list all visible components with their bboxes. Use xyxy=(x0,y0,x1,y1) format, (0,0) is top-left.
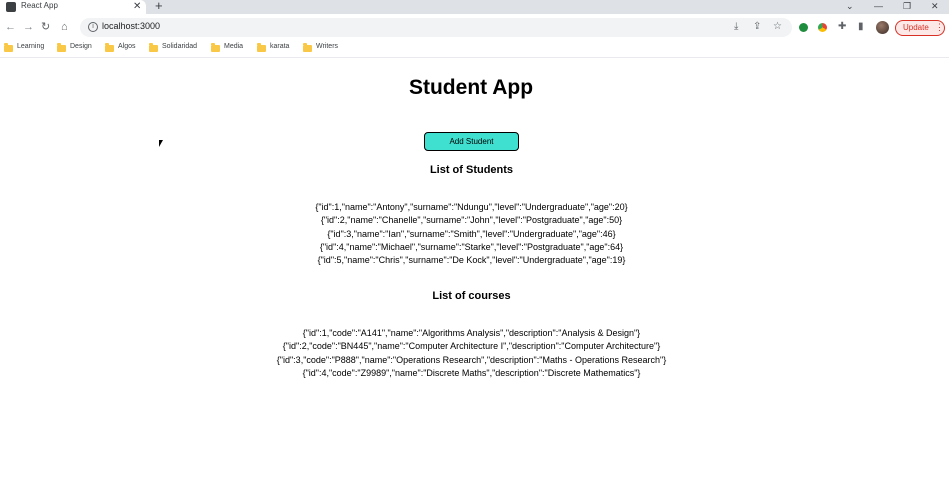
bookmark-label: Learning xyxy=(17,43,45,50)
back-button[interactable]: ← xyxy=(5,21,16,33)
url-text: localhost:3000 xyxy=(102,21,161,31)
profile-avatar[interactable] xyxy=(876,21,889,34)
folder-icon xyxy=(105,45,114,52)
bookmark-label: Design xyxy=(70,43,92,50)
share-icon[interactable]: ⇪ xyxy=(753,21,762,32)
bookmark-label: karata xyxy=(270,43,290,50)
address-bar[interactable] xyxy=(80,18,792,37)
install-app-icon[interactable]: ⤓ xyxy=(734,21,739,32)
student-item: {"id":5,"name":"Chris","surname":"De Kock","level":"Undergraduate","age":19} xyxy=(317,255,626,266)
site-info-icon[interactable]: i xyxy=(88,22,98,32)
courses-heading: List of courses xyxy=(432,290,511,302)
course-item: {"id":1,"code":"A141","name":"Algorithms Analysis","description":"Analysis & Design"} xyxy=(302,328,641,338)
folder-icon xyxy=(257,45,266,52)
update-button[interactable] xyxy=(895,20,945,36)
add-student-button[interactable]: Add Student xyxy=(424,132,519,151)
tab-strip xyxy=(0,0,949,14)
new-tab-button[interactable]: + xyxy=(155,0,163,13)
bookmark-label: Solidaridad xyxy=(162,43,198,50)
bookmarks-bar xyxy=(0,42,949,58)
menu-dots-icon: ⋮ xyxy=(935,22,944,32)
reload-button[interactable]: ↻ xyxy=(41,21,51,33)
bookmark-label: Algos xyxy=(118,43,136,50)
folder-icon xyxy=(303,45,312,52)
tab-title: React App xyxy=(21,1,58,10)
bookmark-star-icon[interactable]: ☆ xyxy=(773,21,782,32)
extensions-puzzle-icon[interactable]: ✚ xyxy=(838,21,847,32)
page-title: Student App xyxy=(408,76,534,99)
update-label: Update xyxy=(903,23,929,32)
course-item: {"id":3,"code":"P888","name":"Operations Research","description":"Maths - Operations Research"} xyxy=(276,354,667,365)
extension-color-icon[interactable] xyxy=(818,23,827,32)
bookmark-label: Media xyxy=(224,43,244,50)
browser-toolbar xyxy=(0,14,949,42)
student-item: {"id":4,"name":"Michael","surname":"Starke","level":"Postgraduate","age":64} xyxy=(319,241,624,252)
close-window-button[interactable]: ✕ xyxy=(931,1,939,11)
folder-icon xyxy=(211,45,220,52)
maximize-button[interactable]: ❐ xyxy=(903,1,912,11)
mouse-cursor-icon xyxy=(159,140,163,147)
side-panel-icon[interactable]: ▮ xyxy=(858,21,864,32)
extension-green-icon[interactable] xyxy=(799,23,808,32)
course-item: {"id":2,"code":"BN445","name":"Computer Architecture I","description":"Computer Architecture"} xyxy=(282,341,661,352)
students-heading: List of Students xyxy=(429,164,514,176)
tab-react-app[interactable] xyxy=(0,0,146,14)
forward-button[interactable]: → xyxy=(23,21,34,33)
folder-icon xyxy=(4,45,13,52)
folder-icon xyxy=(149,45,158,52)
tab-close-button[interactable]: ✕ xyxy=(133,1,142,12)
react-favicon-icon xyxy=(6,2,16,12)
home-button[interactable]: ⌂ xyxy=(61,21,68,33)
tab-search-button[interactable]: ⌄ xyxy=(846,1,854,11)
students-list xyxy=(0,201,943,267)
student-item: {"id":3,"name":"Ian","surname":"Smith","level":"Undergraduate","age":46} xyxy=(327,228,616,239)
minimize-button[interactable]: — xyxy=(874,1,883,11)
course-item: {"id":4,"code":"Z9989","name":"Discrete Maths","description":"Discrete Mathematics"} xyxy=(302,367,641,378)
page-content xyxy=(0,59,949,497)
student-item: {"id":1,"name":"Antony","surname":"Ndungu","level":"Undergraduate","age":20} xyxy=(315,202,628,212)
folder-icon xyxy=(57,45,66,52)
bookmark-label: Writers xyxy=(316,43,339,50)
courses-list xyxy=(0,327,943,380)
student-item: {"id":2,"name":"Chanelle","surname":"John","level":"Postgraduate","age":50} xyxy=(320,215,623,226)
